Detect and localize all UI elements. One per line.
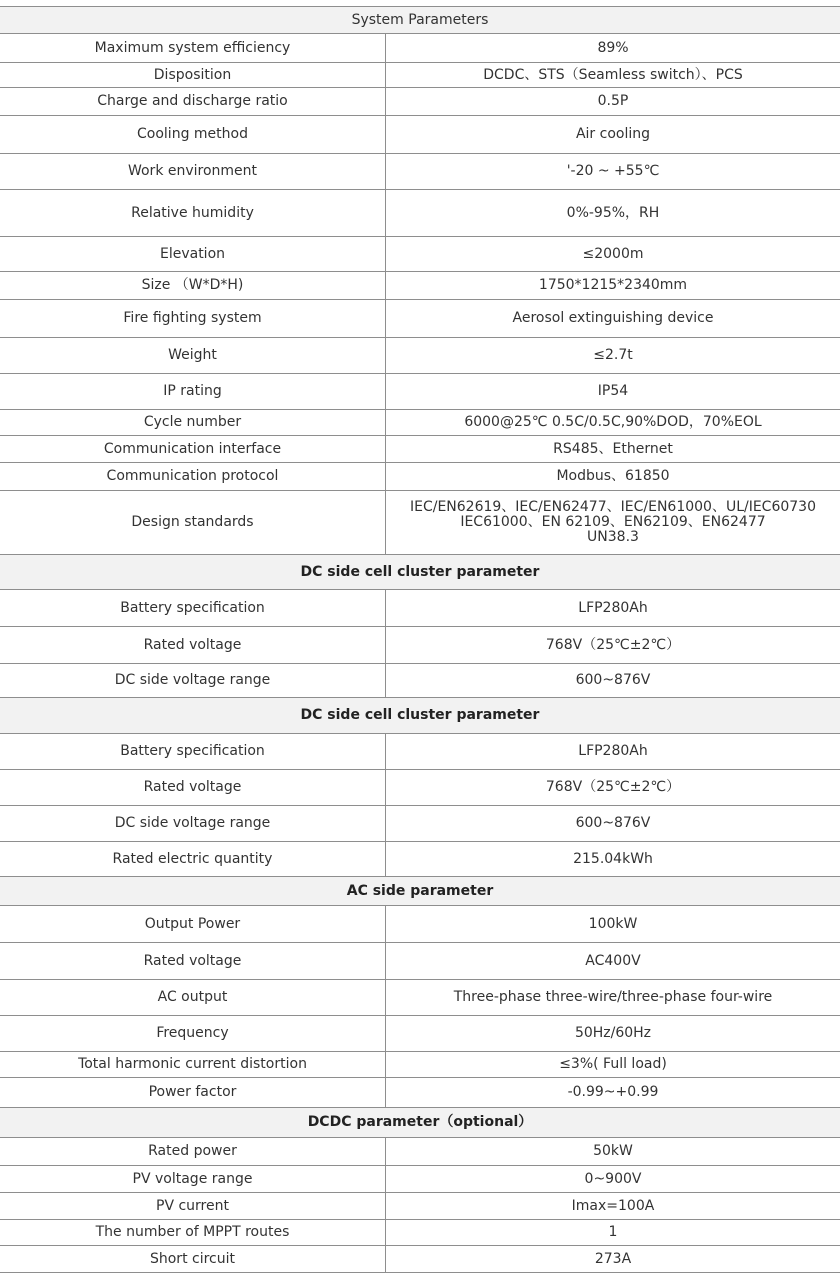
parameter-label: Rated electric quantity [0,842,386,876]
parameter-label: Relative humidity [0,190,386,236]
section-header [0,877,840,906]
parameter-label: DC side voltage range [0,806,386,841]
table-row [0,590,840,627]
table-row [0,237,840,272]
parameter-value: Modbus、61850 [556,468,670,484]
parameter-label: PV current [0,1193,386,1219]
parameter-value: Aerosol extinguishing device [512,310,714,326]
parameter-label: DC side voltage range [0,664,386,697]
table-row [0,463,840,491]
table-row [0,154,840,190]
parameter-label: Cooling method [0,116,386,153]
parameter-label: Fire fighting system [0,300,386,337]
table-row [0,906,840,943]
parameter-label: Frequency [0,1016,386,1051]
parameter-label: Disposition [0,63,386,87]
parameter-label: AC output [0,980,386,1015]
parameter-value: IEC/EN62619、IEC/EN62477、IEC/EN61000、UL/IEC60730 IEC61000、EN 62109、EN62109、EN62477 UN38.3 [409,499,816,545]
table-row [0,1138,840,1166]
parameter-label: Work environment [0,154,386,189]
section-title: DC side cell cluster parameter [300,563,540,580]
parameter-value: ≤2.7t [593,347,633,363]
section-title: AC side parameter [346,882,494,899]
table-row [0,63,840,88]
parameter-value: LFP280Ah [578,599,648,616]
parameter-value: 89% [597,39,629,56]
parameter-label: Cycle number [0,410,386,435]
parameter-value: 600~876V [575,672,651,688]
parameter-label: Communication protocol [0,463,386,490]
parameter-label: Output Power [0,906,386,942]
parameter-label: The number of MPPT routes [0,1220,386,1245]
section-header [0,6,840,34]
table-row [0,980,840,1016]
parameter-value: -0.99~+0.99 [567,1084,659,1100]
table-row [0,627,840,664]
section-title: DC side cell cluster parameter [300,707,540,723]
table-row [0,1166,840,1193]
parameter-value: ≤3%( Full load) [559,1056,667,1072]
parameter-label: PV voltage range [0,1166,386,1192]
parameter-value: LFP280Ah [578,743,648,759]
parameter-value: 273A [594,1250,632,1267]
parameter-value: 1750*1215*2340mm [538,277,688,293]
table-row [0,190,840,237]
table-row [0,300,840,338]
section-header [0,1108,840,1138]
table-row [0,374,840,410]
parameter-label: Elevation [0,237,386,271]
parameter-value: 768V（25℃±2℃） [545,779,681,795]
section-title: DCDC parameter（optional） [307,1114,533,1130]
table-row [0,1078,840,1108]
table-row [0,1052,840,1078]
table-row [0,116,840,154]
parameter-label: Communication interface [0,436,386,462]
parameter-label: Maximum system efficiency [0,34,386,62]
section-title: System Parameters [351,11,489,28]
parameter-label: Size （W*D*H) [0,272,386,299]
parameter-value: '-20 ~ +55℃ [566,163,660,179]
table-row [0,34,840,63]
parameter-value: RS485、Ethernet [553,440,673,457]
table-row [0,943,840,980]
table-row [0,842,840,877]
table-row [0,1193,840,1220]
parameter-label: Total harmonic current distortion [0,1052,386,1077]
parameter-label: Weight [0,338,386,373]
table-row [0,436,840,463]
parameter-value: 215.04kWh [573,850,653,867]
table-row [0,272,840,300]
table-row [0,734,840,770]
parameter-value: DCDC、STS（Seamless switch）、PCS [483,66,743,83]
parameter-value: 768V（25℃±2℃） [545,636,681,653]
parameter-value: ≤2000m [582,245,644,262]
parameter-value: 6000@25℃ 0.5C/0.5C,90%DOD，70%EOL [464,414,762,430]
table-row [0,491,840,555]
table-row [0,1220,840,1246]
table-row [0,806,840,842]
parameter-value: 600~876V [575,815,651,831]
table-row [0,770,840,806]
table-row [0,1246,840,1273]
parameter-label: Rated voltage [0,627,386,663]
parameter-label: Rated voltage [0,943,386,979]
parameter-label: Battery specification [0,590,386,626]
parameter-value: 0%-95%，RH [566,204,660,221]
section-header [0,555,840,590]
parameter-label: Short circuit [0,1246,386,1272]
parameter-label: Battery specification [0,734,386,769]
parameter-value: 0~900V [584,1170,642,1187]
parameter-value: 1 [608,1224,618,1240]
table-row [0,664,840,698]
parameter-value: 50kW [593,1143,633,1159]
parameter-label: Rated power [0,1138,386,1165]
parameter-value: AC400V [585,952,641,969]
table-row [0,1016,840,1052]
parameter-value: 50Hz/60Hz [574,1025,652,1041]
parameter-value: IP54 [597,383,629,399]
parameter-value: 100kW [588,915,638,932]
parameter-value: Imax=100A [571,1197,655,1214]
table-row [0,338,840,374]
parameter-label: Rated voltage [0,770,386,805]
parameter-value: Three-phase three-wire/three-phase four-wire [453,989,773,1005]
parameter-label: Charge and discharge ratio [0,88,386,115]
parameter-label: Power factor [0,1078,386,1107]
parameter-label: Design standards [0,491,386,554]
parameter-value: Air cooling [575,126,651,142]
section-header [0,698,840,734]
table-row [0,410,840,436]
parameter-label: IP rating [0,374,386,409]
parameter-value: 0.5P [597,93,629,109]
table-row [0,88,840,116]
